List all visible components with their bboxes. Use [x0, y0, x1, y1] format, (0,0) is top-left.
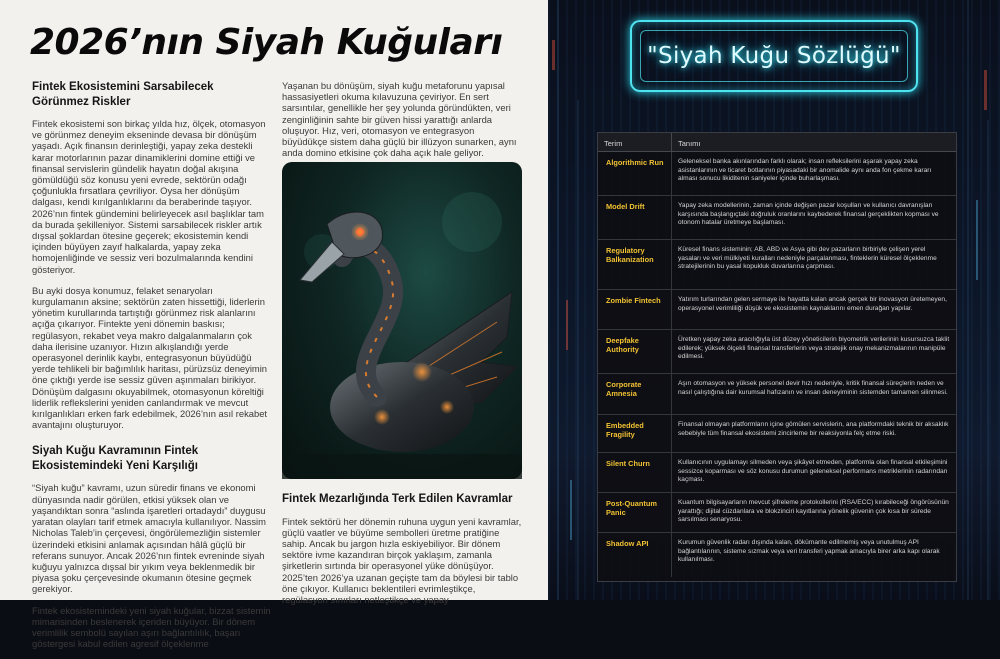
section-heading-risks: Fintek Ekosistemini Sarsabilecek Görünmez Riskler — [32, 81, 214, 108]
term-cell: Regulatory Balkanization — [598, 240, 672, 289]
paragraph: Bu ayki dosya konumuz, felaket senaryoları kurgulamanın aksine; sektörün zaten hissettiği, liderlerin yönetim kurullarında tartıştığı görünmez risk alanlarını açığa çıkarıyor. Fintekte yeni dönemin baskısı; regülasyon, rekabet veya makro dalgalanmaların çok daha ilerisine uzanıyor. Hızın alkışlandığı yerde operasyonel derinlik kaybı, entegrasyonun büyüdüğü yerde tehlikeli bir bağımlılık haritası, pürüzsüz deneyimin öne çıktığı yerde ise sessiz güven aşınmaları birikiyor. Dönüşüm dalgasını okuyabilmek, otomasyonun köreltiği liderlik reflekslerini yeniden canlandırmak ve mevcut kırılganlıkları erken fark edebilmek, 2026’nın asıl rekabet avantajını oluşturuyor. — [32, 284, 268, 431]
term-cell: Model Drift — [598, 196, 672, 239]
table-header — [598, 133, 956, 152]
table-row — [598, 493, 956, 533]
section-heading-black-swan: Siyah Kuğu Kavramının Fintek Ekosistemindeki Yeni Karşılığı — [32, 445, 199, 472]
term-cell: Deepfake Authority — [598, 330, 672, 373]
table-row — [598, 533, 956, 577]
swan-illustration-graphic — [282, 162, 522, 479]
paragraph: Fintek sektörü her dönemin ruhuna uygun yeni kavramlar, güçlü vaatler ve büyüme sembolleri üretme pratiğine sahip. Ancak bu jargon hızla eskiyebiliyor. Bir dönem sektöre ivme kazandıran birçok yaklaşım, zamanla şirketlerin sırtında bir operasyonel yüke dönüşüyor. 2025’ten 2026’ya uzanan geçişte tam da böylesi bir tablo öne çıkıyor. Kullanıcı beklentileri evrimleştikçe, regülasyon sınırları netleştikçe ve yapay — [282, 515, 522, 605]
term-cell: Corporate Amnesia — [598, 374, 672, 414]
paragraph: Yaşanan bu dönüşüm, siyah kuğu metaforunu yapısal hassasiyetleri okuma kılavuzuna çeviriyor. En sert sarsıntılar, genellikle her şey yolunda göründükten, veri zenginliğinin sahte bir güven hissi yarattığı anlarda oluşuyor. Hız, veri, otomasyon ve entegrasyon büyüdükçe sistem daha güçlü bir illüzyon sunarken, aynı anda domino etkisine çok daha açık hale geliyor. — [282, 80, 517, 159]
table-row — [598, 152, 956, 196]
article-column-1 — [32, 80, 272, 659]
table-row — [598, 240, 956, 290]
definition-cell: Kullanıcının uygulamayı silmeden veya şikâyet etmeden, platformla olan finansal etkileşimini sessizce koparması ve söz konusu durumun geleneksel performans metriklerinin radarından kaçması. — [678, 459, 948, 484]
paragraph: “Siyah kuğu” kavramı, uzun süredir finans ve ekonomi dünyasında nadir görülen, etkisi yüksek olan ve yaşandıktan sonra “aslında işaretleri ortadaydı” duygusu yaratan olayları tarif etmek amacıyla kullanılıyor. Nassim Nicholas Taleb’in çerçevesi, öngörülemezliğin sistemler üzerindeki etkisini anlamak açısından hâlâ güçlü bir referans sunuyor. Ancak 2026’nın fintek evreninde siyah kuğuyu yalnızca dışsal bir yıkım veya beklenmedik bir piyasa şoku çerçevesinde okumanın ötesine geçmek gerekiyor. — [32, 482, 266, 595]
article-column-2-lower — [282, 492, 522, 615]
article-column-2 — [282, 80, 522, 166]
term-cell: Shadow API — [598, 533, 672, 577]
paragraph: Fintek ekosistemi son birkaç yılda hız, ölçek, otomasyon ve görünmez deneyim ekseninde devasa bir dönüşüm yaşadı. Açık finansın derinleştiği, yapay zeka destekli karar motorlarının pazar dinamiklerini domine ettiği ve finansal servislerin gündelik hayatın doğal akışına gömüldüğü söz konusu yeni evrede, sektörün odağı çoğunlukla fırsatlara çevriliyor. Oysa her dönüşüm dalgası, kendi kırılganlıklarını da beraberinde taşıyor. 2026’nın fintek gündemini belirleyecek asıl başlıklar tam da burada şekilleniyor. Sistemi sarsabilecek riskler artık dışsal şoklardan ötesine geçerek; ekosistemin kendi içinden büyüyen zayıf halkalarda, yapay zeka homojenliğinde ve sessiz veri bozulmalarında kendini gösteriyor. — [32, 118, 266, 275]
article-headline: 2026’nın Siyah Kuğuları — [30, 22, 503, 63]
definition-cell: Aşırı otomasyon ve yüksek personel devir hızı nedeniyle, kritik finansal süreçlerin neden ve nasıl çalıştığına dair kurumsal hafızanın ve insan deneyiminin sistemden tamamen silinmesi. — [678, 380, 948, 396]
definition-cell: Yapay zeka modellerinin, zaman içinde değişen pazar koşulları ve kullanıcı davranışları karşısında başlangıçtaki doğruluk oranlarını kaybederek finansal gerçeklikten kopması ve otonom hatalar üretmeye başlaması. — [678, 202, 939, 227]
table-row — [598, 415, 956, 453]
definition-cell: Küresel finans sisteminin; AB, ABD ve Asya gibi dev pazarların birbiriyle çelişen yerel yasaları ve veri mülkiyeti kuralları nedeniyle parçalanması, finteklerin küresel ölçeklenme stratejilerinin bu yasal kopukluk duvarlarına çarpması. — [678, 246, 937, 271]
glossary-title: "Siyah Kuğu Sözlüğü" — [647, 43, 901, 69]
definition-cell: Yatırım turlarından gelen sermaye ile hayatta kalan ancak gerçek bir inovasyon üretemeyen, operasyonel verimliliği düşük ve ekosistemin kaynaklarını emen durağan yapılar. — [678, 296, 947, 312]
table-row — [598, 453, 956, 493]
section-heading-graveyard: Fintek Mezarlığında Terk Edilen Kavramlar — [282, 493, 513, 505]
definition-cell: Kuantum bilgisayarların mevcut şifreleme protokollerini (RSA/ECC) kırabileceği öngörüsünün yarattığı; dijital cüzdanlara ve blokzinciri kayıtlarına yönelik güvenin çok kısa bir sürede sarsılması senaryosu. — [678, 499, 949, 524]
definition-cell: Üretken yapay zeka aracılığıyla üst düzey yöneticilerin biyometrik verilerinin kusursuzca taklit edilerek; yüksek ölçekli finansal transferlerin veya stratejik onay mekanizmalarının manipüle edilmesi. — [678, 336, 950, 361]
glossary-page — [548, 0, 1000, 600]
term-cell: Embedded Fragility — [598, 415, 672, 452]
paragraph: Fintek ekosistemindeki yeni siyah kuğular, bizzat sistemin mimarisinden beslenerek içeriden büyüyor. Bir dönem verimlilik sembolü sayılan aşırı bağlantılılık, başarı göstergesi kabul edilen agresif ölçeklenme — [32, 604, 271, 650]
term-cell: Algorithmic Run — [598, 152, 672, 195]
header-definition: Tanımı — [678, 139, 701, 148]
table-row — [598, 374, 956, 415]
header-term: Terim — [598, 133, 672, 151]
glossary-title-frame — [630, 20, 918, 92]
table-row — [598, 330, 956, 374]
term-cell: Post-Quantum Panic — [598, 493, 672, 532]
table-row — [598, 196, 956, 240]
term-cell: Silent Churn — [598, 453, 672, 492]
definition-cell: Finansal olmayan platformların içine gömülen servislerin, ana platformdaki teknik bir aksaklık sebebiyle tüm finansal ekosistemi zincirleme bir reaksiyonla felç etme riski. — [678, 421, 949, 437]
definition-cell: Kurumun güvenlik radarı dışında kalan, dökümante edilmemiş veya unutulmuş API bağlantılarının, sisteme sızmak veya veri transferi yapmak amacıyla birer arka kapı olarak kullanılması. — [678, 539, 940, 564]
glossary-table — [597, 132, 957, 582]
robotic-swan-illustration — [282, 162, 522, 479]
table-row — [598, 290, 956, 330]
definition-cell: Geleneksel banka akınlarından farklı olarak; insan refleksilerini aşarak yapay zeka asistanlarının ve ticaret botlarının piyasadaki bir anomalide aynı anda fon çekme kararı alması sonucu likiditenin saniyeler içinde buharlaşması. — [678, 158, 932, 183]
term-cell: Zombie Fintech — [598, 290, 672, 329]
